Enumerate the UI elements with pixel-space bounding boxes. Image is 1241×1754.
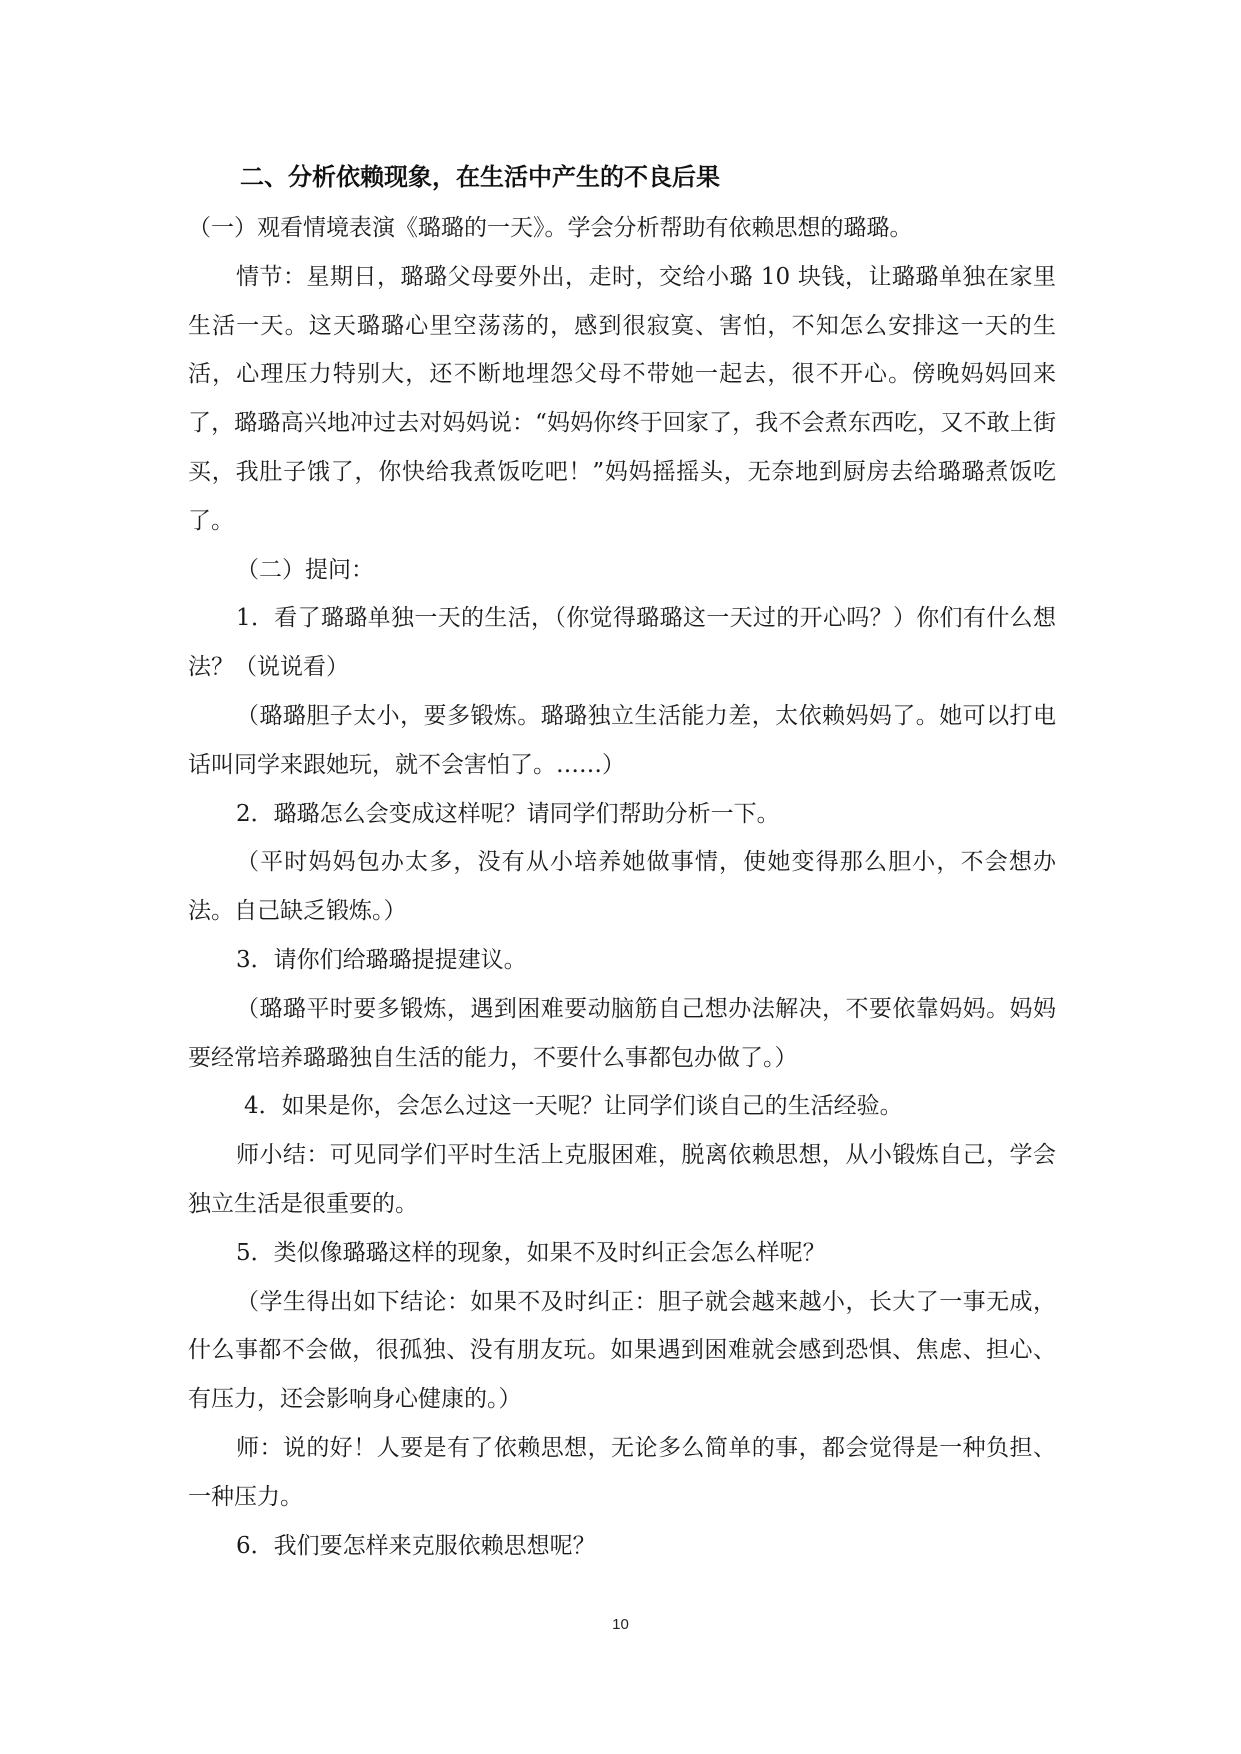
page-content [188, 150, 1056, 1570]
paragraph-question-5: 5．类似像璐璐这样的现象，如果不及时纠正会怎么样呢？ [236, 1239, 826, 1266]
paragraph-question-2: 2．璐璐怎么会变成这样呢？请同学们帮助分析一下。 [236, 800, 780, 827]
paragraph-questions-label: （二）提问： [236, 556, 374, 583]
page-number: 10 [612, 1616, 629, 1633]
paragraph-question-1: 1．看了璐璐单独一天的生活，（你觉得璐璐这一天过的开心吗？）你们有什么想法？（说说看） [188, 605, 1056, 681]
paragraph-question-6: 6．我们要怎样来克服依赖思想呢？ [236, 1532, 596, 1559]
paragraph-activity-1: （一）观看情境表演《璐璐的一天》。学会分析帮助有依赖思想的璐璐。 [188, 215, 913, 241]
section-heading: 二、分析依赖现象，在生活中产生的不良后果 [240, 163, 720, 191]
paragraph-teacher-comment: 师：说的好！人要是有了依赖思想，无论多么简单的事，都会觉得是一种负担、一种压力。 [188, 1434, 1056, 1510]
paragraph-teacher-summary: 师小结：可见同学们平时生活上克服困难，脱离依赖思想，从小锻炼自己，学会独立生活是很重要的。 [188, 1142, 1056, 1217]
paragraph-plot: 情节：星期日，璐璐父母要外出，走时，交给小璐 10 块钱，让璐璐单独在家里生活一天。这天璐璐心里空荡荡的，感到很寂寞、害怕，不知怎么安排这一天的生活，心理压力特别大，还不断地埋怨父母不带她一起去，很不开心。傍晚妈妈回来了，璐璐高兴地冲过去对妈妈说：“妈妈你终于回家了，我不会煮东西吃，又不敢上街买，我肚子饿了，你快给我煮饭吃吧！”妈妈摇摇头，无奈地到厨房去给璐璐煮饭吃了。 [188, 263, 1056, 534]
paragraph-answer-3: （璐璐平时要多锻炼，遇到困难要动脑筋自己想办法解决，不要依靠妈妈。妈妈要经常培养璐璐独自生活的能力，不要什么事都包办做了。） [188, 995, 1056, 1071]
paragraph-answer-5: （学生得出如下结论：如果不及时纠正：胆子就会越来越小，长大了一事无成，什么事都不会做，很孤独、没有朋友玩。如果遇到困难就会感到恐惧、焦虑、担心、有压力，还会影响身心健康的。） [188, 1288, 1056, 1413]
paragraph-question-4: 4．如果是你，会怎么过这一天呢？让同学们谈自己的生活经验。 [244, 1093, 903, 1120]
paragraph-question-3: 3．请你们给璐璐提提建议。 [236, 946, 527, 973]
paragraph-answer-2: （平时妈妈包办太多，没有从小培养她做事情，使她变得那么胆小，不会想办法。自己缺乏锻炼。） [188, 849, 1056, 925]
paragraph-answer-1: （璐璐胆子太小，要多锻炼。璐璐独立生活能力差，太依赖妈妈了。她可以打电话叫同学来跟她玩，就不会害怕了。……） [188, 702, 1056, 778]
